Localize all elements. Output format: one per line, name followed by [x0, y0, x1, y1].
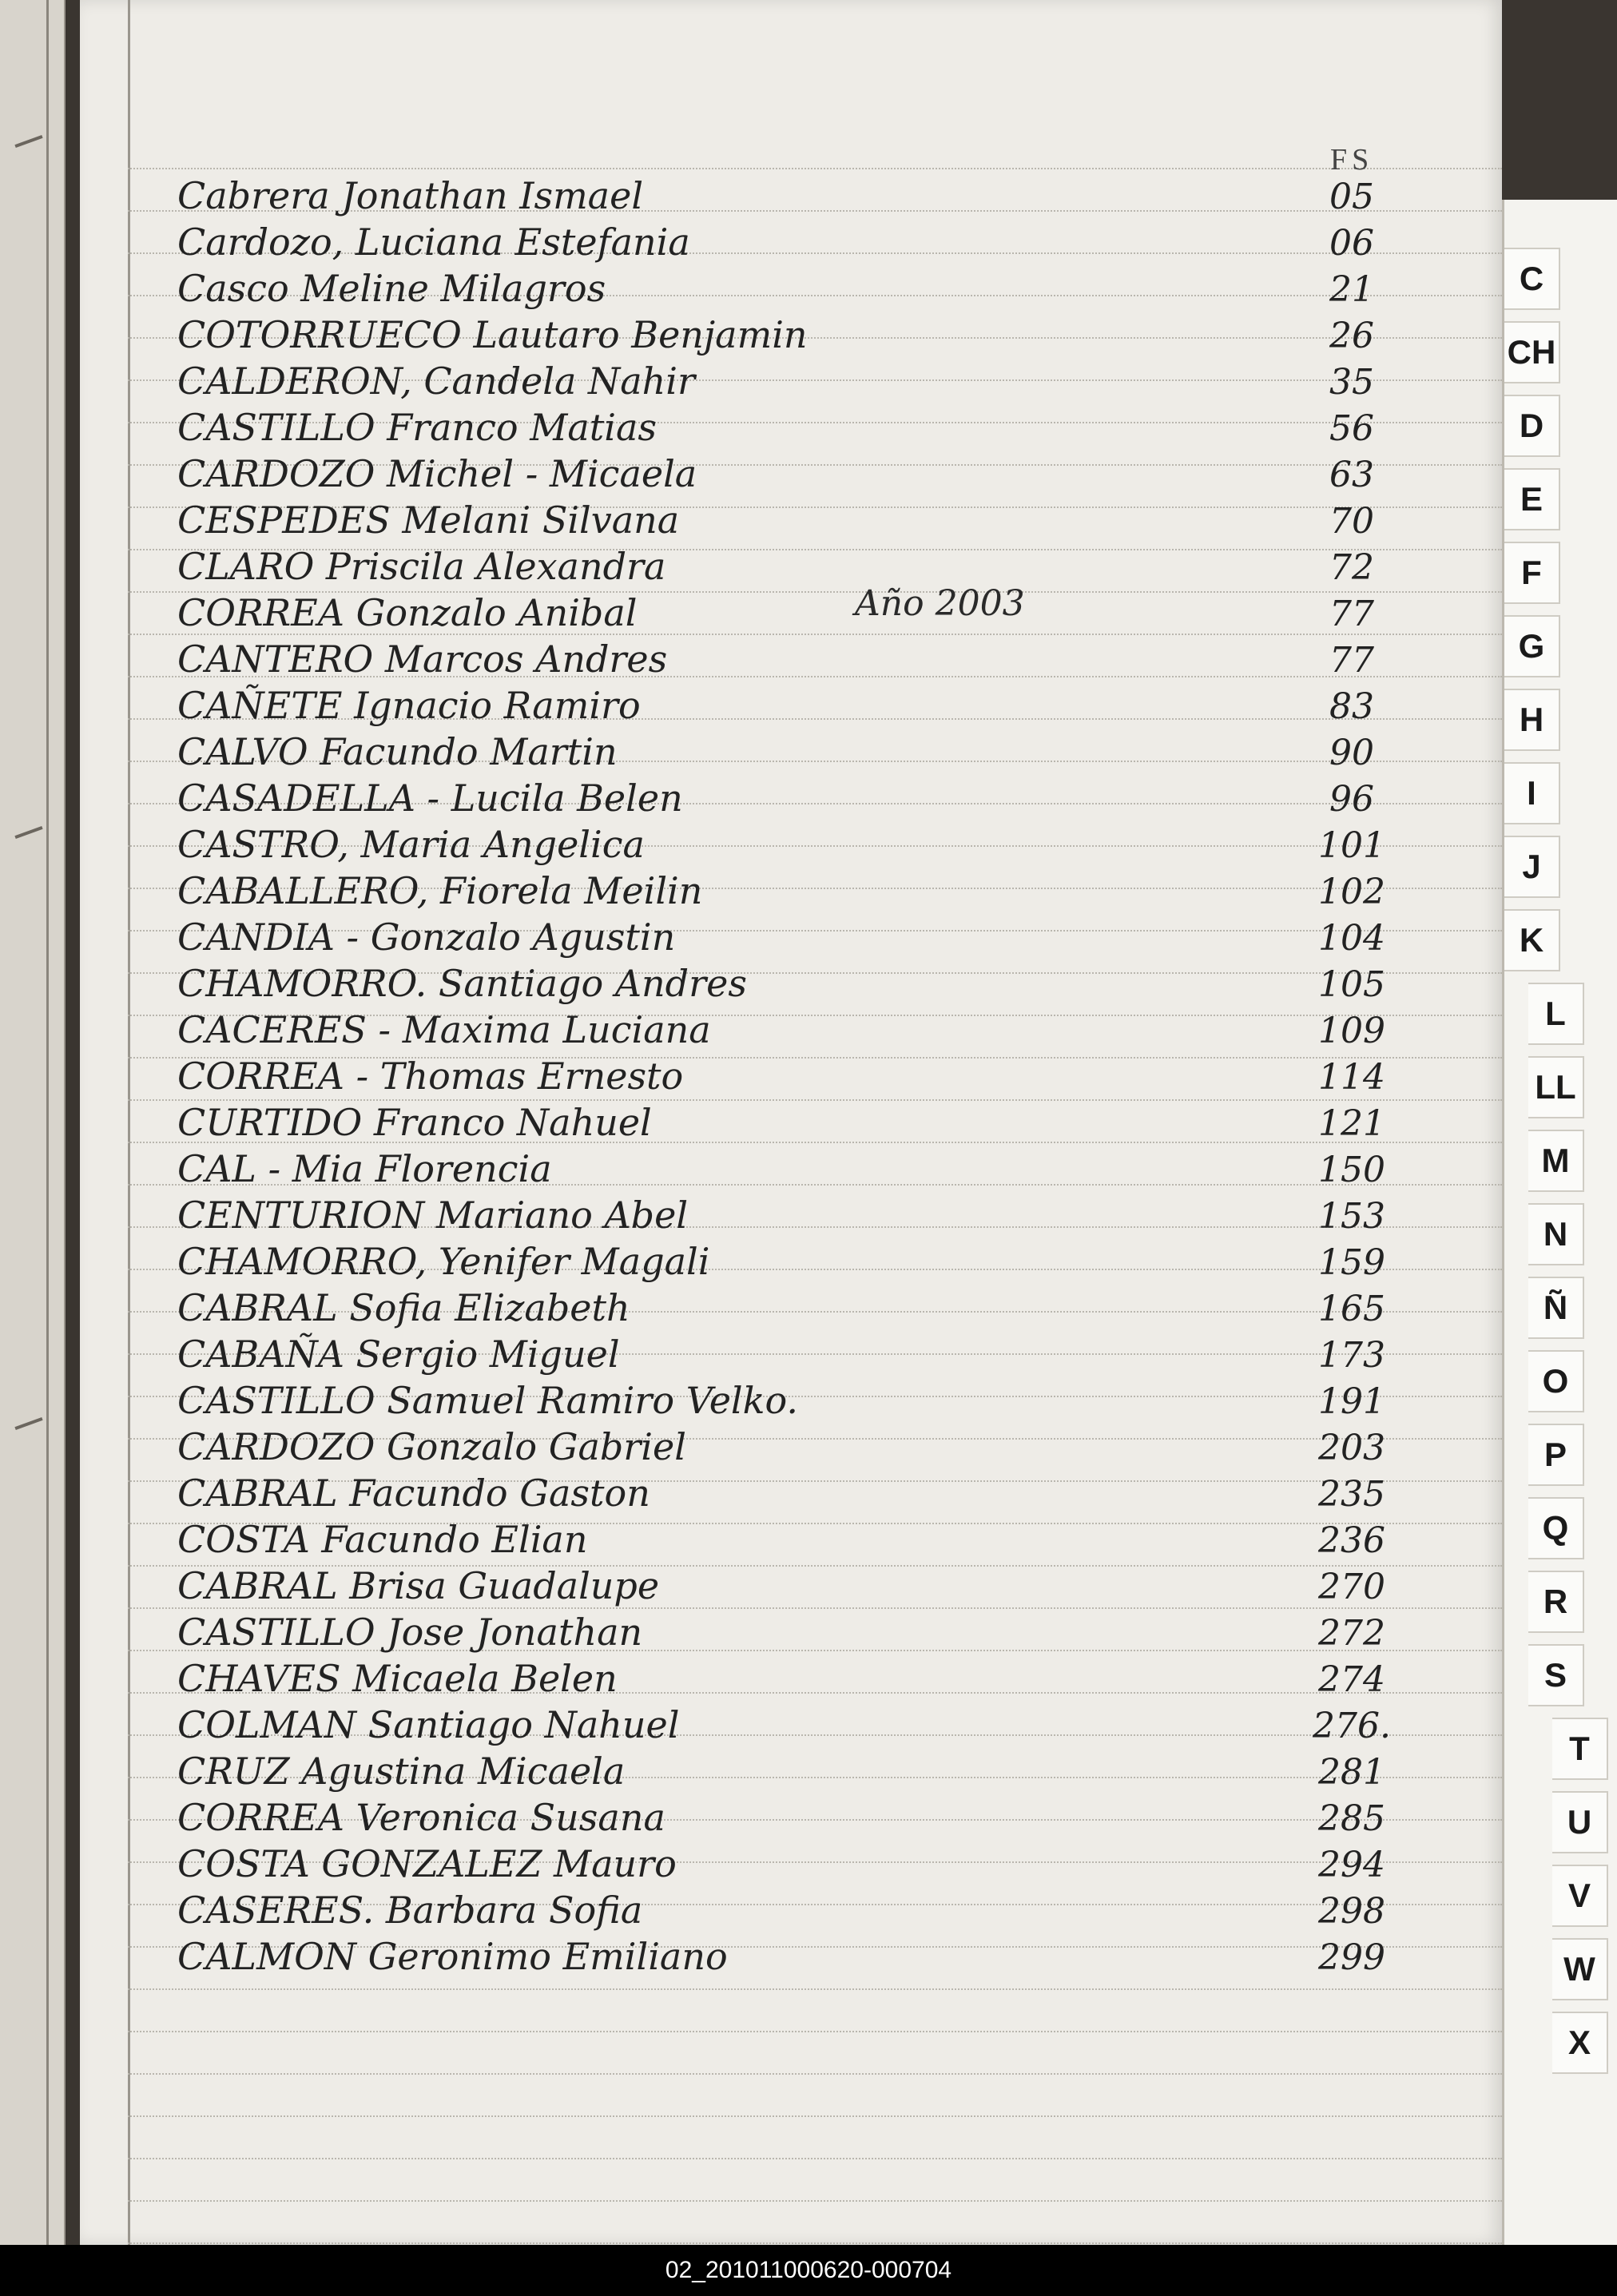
entry-row: [177, 1473, 1416, 1518]
index-tab[interactable]: V: [1552, 1865, 1608, 1927]
ruled-line: [128, 2158, 1502, 2159]
student-name: Casco Meline Milagros: [177, 267, 606, 310]
folio-number: 299: [1318, 1937, 1385, 1978]
binding-line: [46, 0, 49, 2245]
student-name: CURTIDO Franco Nahuel: [177, 1101, 652, 1144]
folio-number: 173: [1318, 1335, 1385, 1376]
student-name: CAL - Mia Florencia: [177, 1147, 552, 1190]
entry-row: [177, 1056, 1416, 1101]
student-name: CABRAL Brisa Guadalupe: [177, 1564, 660, 1607]
entry-row: [177, 1519, 1416, 1564]
entry-row: [177, 1705, 1416, 1750]
year-note: Año 2003: [855, 583, 1025, 624]
folio-number: 77: [1329, 594, 1374, 634]
ruled-line: [128, 2031, 1502, 2032]
index-tab[interactable]: Ñ: [1528, 1277, 1584, 1339]
folio-number: 159: [1318, 1242, 1385, 1283]
folio-number: 72: [1329, 547, 1374, 588]
folio-number: 90: [1329, 733, 1374, 773]
student-name: CHAVES Micaela Belen: [177, 1657, 618, 1700]
entry-row: [177, 1149, 1416, 1194]
folio-number: 270: [1318, 1567, 1385, 1607]
image-id: 02_201011000620-000704: [665, 2257, 952, 2283]
student-name: CANDIA - Gonzalo Agustin: [177, 916, 676, 959]
student-name: Cabrera Jonathan Ismael: [177, 174, 644, 217]
folio-number: 05: [1329, 177, 1374, 217]
folio-number: 285: [1318, 1798, 1385, 1839]
student-name: CORREA Gonzalo Anibal: [177, 591, 638, 634]
student-name: CESPEDES Melani Silvana: [177, 499, 680, 542]
folio-number: 236: [1318, 1520, 1385, 1561]
entry-row: [177, 500, 1416, 545]
student-name: COLMAN Santiago Nahuel: [177, 1703, 680, 1746]
student-name: CLARO Priscila Alexandra: [177, 545, 666, 588]
entry-row: [177, 407, 1416, 452]
student-name: COTORRUECO Lautaro Benjamin: [177, 313, 808, 356]
entry-row: [177, 1612, 1416, 1657]
student-name: CASTRO, Maria Angelica: [177, 823, 645, 866]
student-name: CHAMORRO. Santiago Andres: [177, 962, 747, 1005]
entry-row: [177, 1797, 1416, 1842]
folio-number: 235: [1318, 1474, 1385, 1515]
entry-row: [177, 268, 1416, 313]
entry-row: [177, 546, 1416, 591]
folio-number: 294: [1318, 1845, 1385, 1885]
student-name: CRUZ Agustina Micaela: [177, 1750, 626, 1793]
index-tab[interactable]: J: [1504, 836, 1560, 898]
entry-row: [177, 1195, 1416, 1240]
index-tab[interactable]: G: [1504, 615, 1560, 677]
entry-row: [177, 454, 1416, 499]
ruled-line: [128, 2200, 1502, 2202]
folio-number: 298: [1318, 1891, 1385, 1932]
entry-row: [177, 361, 1416, 406]
student-name: CARDOZO Gonzalo Gabriel: [177, 1425, 686, 1468]
ruled-line: [128, 2242, 1502, 2244]
index-tab[interactable]: M: [1528, 1130, 1584, 1192]
student-name: CANTERO Marcos Andres: [177, 638, 668, 681]
ledger-page: [80, 0, 1502, 2245]
entry-row: [177, 732, 1416, 777]
folio-number: 63: [1329, 455, 1374, 495]
index-tab[interactable]: X: [1552, 2012, 1608, 2074]
student-name: CABRAL Facundo Gaston: [177, 1472, 650, 1515]
alphabet-index-tabs: [1502, 200, 1617, 2245]
student-name: CACERES - Maxima Luciana: [177, 1008, 711, 1051]
student-name: CHAMORRO, Yenifer Magali: [177, 1240, 710, 1283]
student-name: CABAÑA Sergio Miguel: [177, 1333, 620, 1376]
folio-number: 150: [1318, 1150, 1385, 1190]
index-tab[interactable]: Q: [1528, 1497, 1584, 1559]
ruled-line: [128, 2115, 1502, 2117]
index-tab[interactable]: R: [1528, 1571, 1584, 1633]
entry-row: [177, 1288, 1416, 1333]
index-tab[interactable]: N: [1528, 1203, 1584, 1265]
index-tab[interactable]: H: [1504, 689, 1560, 751]
entry-row: [177, 1566, 1416, 1611]
entry-row: [177, 871, 1416, 916]
folio-number: 109: [1318, 1011, 1385, 1051]
entry-row: [177, 315, 1416, 359]
entry-row: [177, 1658, 1416, 1703]
ruled-line: [128, 168, 1502, 169]
entry-row: [177, 1241, 1416, 1286]
folio-number: 276.: [1313, 1706, 1391, 1746]
index-tab[interactable]: CH: [1504, 321, 1560, 383]
folio-number: 56: [1329, 408, 1374, 449]
folio-number: 114: [1318, 1057, 1385, 1098]
student-name: Cardozo, Luciana Estefania: [177, 220, 690, 264]
student-name: CALMON Geronimo Emiliano: [177, 1935, 728, 1978]
folio-number: 96: [1329, 779, 1374, 820]
folio-number: 102: [1318, 872, 1385, 912]
ruled-line: [128, 1988, 1502, 1990]
entry-row: [177, 685, 1416, 730]
entry-row: [177, 1010, 1416, 1055]
folio-number: 104: [1318, 918, 1385, 959]
student-name: CASTILLO Franco Matias: [177, 406, 657, 449]
student-name: CASTILLO Jose Jonathan: [177, 1611, 643, 1654]
index-tab[interactable]: LL: [1528, 1056, 1584, 1118]
folio-number: 191: [1318, 1381, 1385, 1422]
index-tab[interactable]: O: [1528, 1350, 1584, 1412]
student-name: COSTA GONZALEZ Mauro: [177, 1842, 677, 1885]
image-id-bar: [0, 2245, 1617, 2296]
folio-number: 35: [1329, 362, 1374, 403]
index-tab[interactable]: I: [1504, 762, 1560, 824]
entry-row: [177, 1751, 1416, 1796]
entry-row: [177, 1937, 1416, 1981]
student-name: CASERES. Barbara Sofia: [177, 1889, 643, 1932]
entry-row: [177, 1890, 1416, 1935]
entry-row: [177, 639, 1416, 684]
folio-number: 101: [1318, 825, 1385, 866]
entry-row: [177, 222, 1416, 267]
entry-row: [177, 1380, 1416, 1425]
folio-number: 26: [1329, 316, 1374, 356]
folio-number: 274: [1318, 1659, 1385, 1700]
entry-row: [177, 963, 1416, 1008]
fs-column-header: FS: [1330, 143, 1374, 177]
index-tab[interactable]: F: [1504, 542, 1560, 604]
index-tab[interactable]: C: [1504, 248, 1560, 310]
entry-row: [177, 917, 1416, 962]
folio-number: 83: [1329, 686, 1374, 727]
student-name: CORREA - Thomas Ernesto: [177, 1055, 684, 1098]
index-tab[interactable]: K: [1504, 909, 1560, 971]
index-tab[interactable]: P: [1528, 1424, 1584, 1486]
folio-number: 153: [1318, 1196, 1385, 1237]
entry-row: [177, 593, 1416, 638]
student-name: CAÑETE Ignacio Ramiro: [177, 684, 641, 727]
student-name: CORREA Veronica Susana: [177, 1796, 665, 1839]
student-name: CASADELLA - Lucila Belen: [177, 777, 683, 820]
folio-number: 272: [1318, 1613, 1385, 1654]
entry-row: [177, 1427, 1416, 1472]
binding-hole: [14, 1417, 42, 1430]
ruled-line: [128, 2073, 1502, 2075]
student-name: CASTILLO Samuel Ramiro Velko.: [177, 1379, 799, 1422]
folio-number: 165: [1318, 1289, 1385, 1329]
index-tab[interactable]: W: [1552, 1938, 1608, 2000]
index-tab[interactable]: L: [1528, 983, 1584, 1045]
binding-hole: [14, 135, 42, 148]
entry-row: [177, 778, 1416, 823]
student-name: CABRAL Sofia Elizabeth: [177, 1286, 630, 1329]
folio-number: 105: [1318, 964, 1385, 1005]
student-name: CALVO Facundo Martin: [177, 730, 618, 773]
index-tab[interactable]: S: [1528, 1644, 1584, 1706]
previous-page-edge: [0, 0, 66, 2245]
student-name: COSTA Facundo Elian: [177, 1518, 588, 1561]
folio-number: 21: [1329, 269, 1374, 310]
folio-number: 06: [1329, 223, 1374, 264]
folio-number: 203: [1318, 1428, 1385, 1468]
entry-row: [177, 176, 1416, 220]
folio-number: 121: [1318, 1103, 1385, 1144]
entry-row: [177, 1844, 1416, 1889]
index-tab[interactable]: T: [1552, 1718, 1608, 1780]
student-name: CABALLERO, Fiorela Meilin: [177, 869, 703, 912]
folio-number: 281: [1318, 1752, 1385, 1793]
entry-row: [177, 1334, 1416, 1379]
student-name: CENTURION Mariano Abel: [177, 1194, 689, 1237]
index-tab[interactable]: D: [1504, 395, 1560, 457]
student-name: CALDERON, Candela Nahir: [177, 359, 695, 403]
binding-hole: [14, 826, 42, 839]
entry-row: [177, 1102, 1416, 1147]
folio-number: 77: [1329, 640, 1374, 681]
index-tab[interactable]: E: [1504, 468, 1560, 530]
folio-number: 70: [1329, 501, 1374, 542]
entry-row: [177, 824, 1416, 869]
student-name: CARDOZO Michel - Micaela: [177, 452, 697, 495]
index-tab[interactable]: U: [1552, 1791, 1608, 1853]
